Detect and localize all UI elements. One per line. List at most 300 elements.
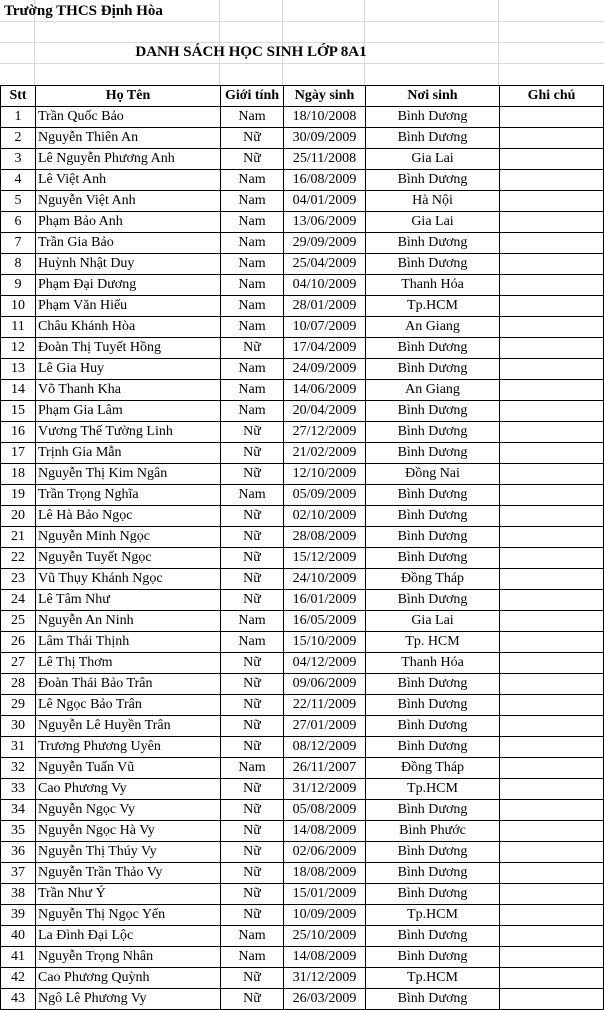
cell-dob[interactable]: 15/12/2009 xyxy=(284,548,366,569)
cell-gender[interactable]: Nữ xyxy=(221,737,284,758)
cell-stt[interactable]: 28 xyxy=(1,674,36,695)
cell-stt[interactable]: 9 xyxy=(1,275,36,296)
cell-note[interactable] xyxy=(500,443,604,464)
cell-gender[interactable]: Nam xyxy=(221,107,284,128)
cell-birthplace[interactable]: Bình Dương xyxy=(366,800,500,821)
cell-name[interactable]: Lê Tâm Như xyxy=(36,590,221,611)
cell-name[interactable]: Lê Thị Thơm xyxy=(36,653,221,674)
school-name: Trường THCS Định Hòa xyxy=(4,3,163,19)
table-row xyxy=(1,611,604,632)
cell-birthplace[interactable]: Bình Dương xyxy=(366,506,500,527)
cell-dob[interactable]: 24/09/2009 xyxy=(284,359,366,380)
cell-stt[interactable]: 12 xyxy=(1,338,36,359)
table-row xyxy=(1,443,604,464)
cell-dob[interactable]: 10/09/2009 xyxy=(284,905,366,926)
cell-stt[interactable]: 8 xyxy=(1,254,36,275)
cell-birthplace[interactable]: Bình Dương xyxy=(366,170,500,191)
cell-stt[interactable]: 32 xyxy=(1,758,36,779)
cell-name[interactable]: Nguyễn Tuyết Ngọc xyxy=(36,548,221,569)
cell-note[interactable] xyxy=(500,401,604,422)
table-row xyxy=(1,947,604,968)
cell-birthplace[interactable]: An Giang xyxy=(366,317,500,338)
cell-gender[interactable]: Nữ xyxy=(221,464,284,485)
cell-dob[interactable]: 25/10/2009 xyxy=(284,926,366,947)
cell-stt[interactable]: 34 xyxy=(1,800,36,821)
cell-name[interactable]: Nguyễn Ngọc Hà Vy xyxy=(36,821,221,842)
table-row xyxy=(1,989,604,1010)
cell-name[interactable]: Lê Nguyễn Phương Anh xyxy=(36,149,221,170)
cell-name[interactable]: Nguyễn Việt Anh xyxy=(36,191,221,212)
header-name[interactable]: Họ Tên xyxy=(36,86,221,107)
cell-stt[interactable]: 6 xyxy=(1,212,36,233)
cell-stt[interactable]: 41 xyxy=(1,947,36,968)
table-row xyxy=(1,527,604,548)
cell-gender[interactable]: Nam xyxy=(221,926,284,947)
cell-birthplace[interactable]: Bình Dương xyxy=(366,716,500,737)
table-row xyxy=(1,758,604,779)
cell-dob[interactable]: 10/07/2009 xyxy=(284,317,366,338)
student-table xyxy=(0,85,604,1010)
cell-name[interactable]: Huỳnh Nhật Duy xyxy=(36,254,221,275)
cell-birthplace[interactable]: Bình Dương xyxy=(366,590,500,611)
cell-gender[interactable]: Nam xyxy=(221,317,284,338)
cell-birthplace[interactable]: Tp.HCM xyxy=(366,296,500,317)
cell-dob[interactable]: 18/08/2009 xyxy=(284,863,366,884)
cell-gender[interactable]: Nữ xyxy=(221,149,284,170)
cell-dob[interactable]: 18/10/2008 xyxy=(284,107,366,128)
cell-birthplace[interactable]: Bình Dương xyxy=(366,884,500,905)
cell-note[interactable] xyxy=(500,380,604,401)
cell-note[interactable] xyxy=(500,842,604,863)
cell-name[interactable]: Ngô Lê Phương Vy xyxy=(36,989,221,1010)
cell-stt[interactable]: 23 xyxy=(1,569,36,590)
header-dob[interactable]: Ngày sinh xyxy=(284,86,366,107)
cell-birthplace[interactable]: Bình Dương xyxy=(366,695,500,716)
cell-gender[interactable]: Nam xyxy=(221,212,284,233)
cell-gender[interactable]: Nữ xyxy=(221,422,284,443)
cell-birthplace[interactable]: Bình Dương xyxy=(366,443,500,464)
cell-note[interactable] xyxy=(500,170,604,191)
cell-name[interactable]: Nguyễn Trọng Nhân xyxy=(36,947,221,968)
cell-gender[interactable]: Nữ xyxy=(221,779,284,800)
cell-dob[interactable]: 05/08/2009 xyxy=(284,800,366,821)
table-row xyxy=(1,884,604,905)
cell-name[interactable]: Phạm Gia Lâm xyxy=(36,401,221,422)
cell-note[interactable] xyxy=(500,884,604,905)
cell-note[interactable] xyxy=(500,947,604,968)
cell-note[interactable] xyxy=(500,968,604,989)
cell-stt[interactable]: 2 xyxy=(1,128,36,149)
cell-gender[interactable]: Nam xyxy=(221,611,284,632)
cell-name[interactable]: Trương Phương Uyên xyxy=(36,737,221,758)
cell-dob[interactable]: 15/01/2009 xyxy=(284,884,366,905)
cell-birthplace[interactable]: Gia Lai xyxy=(366,149,500,170)
cell-stt[interactable]: 21 xyxy=(1,527,36,548)
cell-name[interactable]: Trần Quốc Bảo xyxy=(36,107,221,128)
cell-birthplace[interactable]: Gia Lai xyxy=(366,611,500,632)
cell-birthplace[interactable]: An Giang xyxy=(366,380,500,401)
cell-birthplace[interactable]: Đồng Nai xyxy=(366,464,500,485)
cell-dob[interactable]: 27/01/2009 xyxy=(284,716,366,737)
cell-dob[interactable]: 14/06/2009 xyxy=(284,380,366,401)
cell-dob[interactable]: 25/11/2008 xyxy=(284,149,366,170)
cell-gender[interactable]: Nữ xyxy=(221,884,284,905)
cell-stt[interactable]: 16 xyxy=(1,422,36,443)
cell-name[interactable]: Nguyễn An Ninh xyxy=(36,611,221,632)
cell-gender[interactable]: Nam xyxy=(221,401,284,422)
cell-stt[interactable]: 30 xyxy=(1,716,36,737)
table-row xyxy=(1,233,604,254)
cell-stt[interactable]: 5 xyxy=(1,191,36,212)
cell-note[interactable] xyxy=(500,212,604,233)
cell-dob[interactable]: 28/01/2009 xyxy=(284,296,366,317)
cell-name[interactable]: Vương Thế Tường Linh xyxy=(36,422,221,443)
cell-dob[interactable]: 22/11/2009 xyxy=(284,695,366,716)
cell-gender[interactable]: Nữ xyxy=(221,863,284,884)
table-row xyxy=(1,107,604,128)
cell-name[interactable]: Cao Phương Quỳnh xyxy=(36,968,221,989)
cell-stt[interactable]: 31 xyxy=(1,737,36,758)
cell-birthplace[interactable]: Bình Dương xyxy=(366,548,500,569)
cell-stt[interactable]: 36 xyxy=(1,842,36,863)
cell-stt[interactable]: 40 xyxy=(1,926,36,947)
cell-gender[interactable]: Nữ xyxy=(221,443,284,464)
cell-stt[interactable]: 13 xyxy=(1,359,36,380)
table-row xyxy=(1,842,604,863)
table-row xyxy=(1,800,604,821)
cell-stt[interactable]: 14 xyxy=(1,380,36,401)
cell-note[interactable] xyxy=(500,674,604,695)
cell-birthplace[interactable]: Hà Nội xyxy=(366,191,500,212)
cell-gender[interactable]: Nữ xyxy=(221,842,284,863)
cell-stt[interactable]: 37 xyxy=(1,863,36,884)
cell-gender[interactable]: Nữ xyxy=(221,968,284,989)
cell-dob[interactable]: 02/06/2009 xyxy=(284,842,366,863)
cell-stt[interactable]: 20 xyxy=(1,506,36,527)
cell-name[interactable]: Đoàn Thái Bảo Trân xyxy=(36,674,221,695)
cell-note[interactable] xyxy=(500,611,604,632)
cell-stt[interactable]: 27 xyxy=(1,653,36,674)
cell-name[interactable]: Trịnh Gia Mẫn xyxy=(36,443,221,464)
table-row xyxy=(1,548,604,569)
cell-birthplace[interactable]: Bình Phước xyxy=(366,821,500,842)
cell-dob[interactable]: 27/12/2009 xyxy=(284,422,366,443)
cell-birthplace[interactable]: Bình Dương xyxy=(366,359,500,380)
cell-birthplace[interactable]: Tp.HCM xyxy=(366,968,500,989)
cell-stt[interactable]: 39 xyxy=(1,905,36,926)
cell-note[interactable] xyxy=(500,527,604,548)
cell-dob[interactable]: 02/10/2009 xyxy=(284,506,366,527)
cell-name[interactable]: Võ Thanh Kha xyxy=(36,380,221,401)
cell-dob[interactable]: 16/01/2009 xyxy=(284,590,366,611)
table-row xyxy=(1,464,604,485)
cell-note[interactable] xyxy=(500,779,604,800)
cell-stt[interactable]: 10 xyxy=(1,296,36,317)
cell-dob[interactable]: 30/09/2009 xyxy=(284,128,366,149)
cell-name[interactable]: Lê Ngọc Bảo Trân xyxy=(36,695,221,716)
cell-dob[interactable]: 31/12/2009 xyxy=(284,968,366,989)
cell-gender[interactable]: Nữ xyxy=(221,653,284,674)
cell-stt[interactable]: 18 xyxy=(1,464,36,485)
table-row xyxy=(1,128,604,149)
cell-birthplace[interactable]: Bình Dương xyxy=(366,401,500,422)
cell-dob[interactable]: 26/03/2009 xyxy=(284,989,366,1010)
page-title: DANH SÁCH HỌC SINH LỚP 8A1 xyxy=(135,44,367,60)
cell-birthplace[interactable]: Bình Dương xyxy=(366,485,500,506)
cell-gender[interactable]: Nam xyxy=(221,359,284,380)
cell-stt[interactable]: 42 xyxy=(1,968,36,989)
table-row xyxy=(1,863,604,884)
cell-dob[interactable]: 24/10/2009 xyxy=(284,569,366,590)
cell-name[interactable]: Nguyễn Tuấn Vũ xyxy=(36,758,221,779)
cell-dob[interactable]: 08/12/2009 xyxy=(284,737,366,758)
cell-note[interactable] xyxy=(500,989,604,1010)
cell-gender[interactable]: Nam xyxy=(221,758,284,779)
cell-note[interactable] xyxy=(500,695,604,716)
cell-name[interactable]: Trần Như Ý xyxy=(36,884,221,905)
cell-stt[interactable]: 4 xyxy=(1,170,36,191)
cell-note[interactable] xyxy=(500,800,604,821)
cell-stt[interactable]: 29 xyxy=(1,695,36,716)
cell-note[interactable] xyxy=(500,506,604,527)
cell-stt[interactable]: 38 xyxy=(1,884,36,905)
cell-gender[interactable]: Nữ xyxy=(221,506,284,527)
cell-dob[interactable]: 05/09/2009 xyxy=(284,485,366,506)
table-row xyxy=(1,296,604,317)
cell-note[interactable] xyxy=(500,191,604,212)
cell-birthplace[interactable]: Bình Dương xyxy=(366,842,500,863)
cell-stt[interactable]: 1 xyxy=(1,107,36,128)
cell-gender[interactable]: Nữ xyxy=(221,716,284,737)
cell-name[interactable]: Nguyễn Thị Thúy Vy xyxy=(36,842,221,863)
cell-gender[interactable]: Nữ xyxy=(221,590,284,611)
cell-gender[interactable]: Nam xyxy=(221,170,284,191)
cell-note[interactable] xyxy=(500,548,604,569)
cell-note[interactable] xyxy=(500,128,604,149)
table-row xyxy=(1,191,604,212)
cell-gender[interactable]: Nam xyxy=(221,275,284,296)
cell-name[interactable]: Phạm Bảo Anh xyxy=(36,212,221,233)
cell-note[interactable] xyxy=(500,275,604,296)
cell-stt[interactable]: 35 xyxy=(1,821,36,842)
cell-stt[interactable]: 26 xyxy=(1,632,36,653)
cell-birthplace[interactable]: Tp.HCM xyxy=(366,779,500,800)
cell-name[interactable]: Lê Gia Huy xyxy=(36,359,221,380)
cell-birthplace[interactable]: Thanh Hóa xyxy=(366,653,500,674)
table-row xyxy=(1,779,604,800)
table-row xyxy=(1,422,604,443)
cell-gender[interactable]: Nam xyxy=(221,632,284,653)
table-row xyxy=(1,485,604,506)
table-body xyxy=(1,107,604,1010)
cell-name[interactable]: Nguyễn Ngọc Vy xyxy=(36,800,221,821)
cell-name[interactable]: Nguyễn Lê Huyền Trân xyxy=(36,716,221,737)
cell-birthplace[interactable]: Gia Lai xyxy=(366,212,500,233)
cell-stt[interactable]: 15 xyxy=(1,401,36,422)
cell-birthplace[interactable]: Bình Dương xyxy=(366,926,500,947)
cell-gender[interactable]: Nữ xyxy=(221,989,284,1010)
cell-gender[interactable]: Nữ xyxy=(221,821,284,842)
cell-name[interactable]: Đoàn Thị Tuyết Hồng xyxy=(36,338,221,359)
cell-name[interactable]: Nguyễn Thiên An xyxy=(36,128,221,149)
table-row xyxy=(1,737,604,758)
cell-gender[interactable]: Nữ xyxy=(221,548,284,569)
table-row xyxy=(1,821,604,842)
cell-note[interactable] xyxy=(500,863,604,884)
cell-birthplace[interactable]: Bình Dương xyxy=(366,737,500,758)
cell-name[interactable]: Nguyễn Thị Ngọc Yến xyxy=(36,905,221,926)
cell-dob[interactable]: 16/05/2009 xyxy=(284,611,366,632)
cell-gender[interactable]: Nữ xyxy=(221,527,284,548)
cell-dob[interactable]: 15/10/2009 xyxy=(284,632,366,653)
header-note[interactable]: Ghi chú xyxy=(500,86,604,107)
cell-dob[interactable]: 26/11/2007 xyxy=(284,758,366,779)
table-row xyxy=(1,926,604,947)
cell-name[interactable]: Nguyễn Trần Thảo Vy xyxy=(36,863,221,884)
table-row xyxy=(1,905,604,926)
header-birthplace[interactable]: Nơi sinh xyxy=(366,86,500,107)
cell-stt[interactable]: 43 xyxy=(1,989,36,1010)
cell-note[interactable] xyxy=(500,737,604,758)
cell-gender[interactable]: Nữ xyxy=(221,800,284,821)
cell-note[interactable] xyxy=(500,233,604,254)
cell-birthplace[interactable]: Bình Dương xyxy=(366,989,500,1010)
cell-note[interactable] xyxy=(500,485,604,506)
cell-dob[interactable]: 04/12/2009 xyxy=(284,653,366,674)
cell-birthplace[interactable]: Bình Dương xyxy=(366,674,500,695)
cell-birthplace[interactable]: Bình Dương xyxy=(366,947,500,968)
cell-name[interactable]: Vũ Thụy Khánh Ngọc xyxy=(36,569,221,590)
cell-stt[interactable]: 19 xyxy=(1,485,36,506)
cell-name[interactable]: Trần Trọng Nghĩa xyxy=(36,485,221,506)
cell-note[interactable] xyxy=(500,716,604,737)
cell-dob[interactable]: 20/04/2009 xyxy=(284,401,366,422)
cell-dob[interactable]: 09/06/2009 xyxy=(284,674,366,695)
cell-birthplace[interactable]: Bình Dương xyxy=(366,863,500,884)
cell-dob[interactable]: 14/08/2009 xyxy=(284,947,366,968)
table-row xyxy=(1,317,604,338)
cell-gender[interactable]: Nữ xyxy=(221,674,284,695)
cell-name[interactable]: Lâm Thái Thịnh xyxy=(36,632,221,653)
cell-name[interactable]: Cao Phương Vy xyxy=(36,779,221,800)
cell-birthplace[interactable]: Bình Dương xyxy=(366,527,500,548)
cell-dob[interactable]: 17/04/2009 xyxy=(284,338,366,359)
cell-stt[interactable]: 17 xyxy=(1,443,36,464)
cell-name[interactable]: La Đình Đại Lộc xyxy=(36,926,221,947)
cell-note[interactable] xyxy=(500,296,604,317)
cell-dob[interactable]: 14/08/2009 xyxy=(284,821,366,842)
cell-note[interactable] xyxy=(500,590,604,611)
cell-birthplace[interactable]: Đồng Tháp xyxy=(366,569,500,590)
cell-note[interactable] xyxy=(500,926,604,947)
cell-note[interactable] xyxy=(500,905,604,926)
cell-gender[interactable]: Nam xyxy=(221,947,284,968)
cell-note[interactable] xyxy=(500,107,604,128)
cell-birthplace[interactable]: Bình Dương xyxy=(366,233,500,254)
cell-gender[interactable]: Nam xyxy=(221,191,284,212)
cell-gender[interactable]: Nam xyxy=(221,296,284,317)
table-row xyxy=(1,149,604,170)
cell-note[interactable] xyxy=(500,758,604,779)
cell-gender[interactable]: Nam xyxy=(221,380,284,401)
cell-birthplace[interactable]: Tp. HCM xyxy=(366,632,500,653)
cell-note[interactable] xyxy=(500,149,604,170)
table-row xyxy=(1,170,604,191)
cell-name[interactable]: Nguyễn Thị Kim Ngân xyxy=(36,464,221,485)
cell-name[interactable]: Nguyễn Minh Ngọc xyxy=(36,527,221,548)
cell-note[interactable] xyxy=(500,359,604,380)
table-row xyxy=(1,674,604,695)
cell-dob[interactable]: 04/10/2009 xyxy=(284,275,366,296)
table-row xyxy=(1,254,604,275)
cell-name[interactable]: Phạm Đại Dương xyxy=(36,275,221,296)
cell-gender[interactable]: Nữ xyxy=(221,905,284,926)
cell-name[interactable]: Phạm Văn Hiếu xyxy=(36,296,221,317)
cell-dob[interactable]: 29/09/2009 xyxy=(284,233,366,254)
cell-dob[interactable]: 28/08/2009 xyxy=(284,527,366,548)
cell-birthplace[interactable]: Đồng Tháp xyxy=(366,758,500,779)
cell-stt[interactable]: 22 xyxy=(1,548,36,569)
cell-gender[interactable]: Nữ xyxy=(221,128,284,149)
header-gender[interactable]: Giới tính xyxy=(221,86,284,107)
cell-note[interactable] xyxy=(500,254,604,275)
cell-stt[interactable]: 33 xyxy=(1,779,36,800)
cell-stt[interactable]: 25 xyxy=(1,611,36,632)
cell-dob[interactable]: 16/08/2009 xyxy=(284,170,366,191)
cell-birthplace[interactable]: Bình Dương xyxy=(366,107,500,128)
cell-birthplace[interactable]: Thanh Hóa xyxy=(366,275,500,296)
cell-birthplace[interactable]: Tp.HCM xyxy=(366,905,500,926)
cell-note[interactable] xyxy=(500,632,604,653)
cell-name[interactable]: Trần Gia Bảo xyxy=(36,233,221,254)
cell-note[interactable] xyxy=(500,317,604,338)
cell-note[interactable] xyxy=(500,821,604,842)
cell-stt[interactable]: 3 xyxy=(1,149,36,170)
cell-dob[interactable]: 13/06/2009 xyxy=(284,212,366,233)
table-row xyxy=(1,380,604,401)
cell-note[interactable] xyxy=(500,569,604,590)
cell-birthplace[interactable]: Bình Dương xyxy=(366,254,500,275)
cell-dob[interactable]: 31/12/2009 xyxy=(284,779,366,800)
cell-name[interactable]: Lê Hà Bảo Ngọc xyxy=(36,506,221,527)
cell-stt[interactable]: 11 xyxy=(1,317,36,338)
cell-note[interactable] xyxy=(500,338,604,359)
cell-note[interactable] xyxy=(500,653,604,674)
cell-dob[interactable]: 12/10/2009 xyxy=(284,464,366,485)
cell-birthplace[interactable]: Bình Dương xyxy=(366,128,500,149)
cell-birthplace[interactable]: Bình Dương xyxy=(366,338,500,359)
cell-birthplace[interactable]: Bình Dương xyxy=(366,422,500,443)
cell-gender[interactable]: Nam xyxy=(221,254,284,275)
cell-gender[interactable]: Nữ xyxy=(221,695,284,716)
cell-note[interactable] xyxy=(500,422,604,443)
cell-dob[interactable]: 21/02/2009 xyxy=(284,443,366,464)
cell-dob[interactable]: 25/04/2009 xyxy=(284,254,366,275)
table-row xyxy=(1,716,604,737)
cell-note[interactable] xyxy=(500,464,604,485)
cell-gender[interactable]: Nam xyxy=(221,233,284,254)
header-stt[interactable]: Stt xyxy=(1,86,36,107)
cell-dob[interactable]: 04/01/2009 xyxy=(284,191,366,212)
cell-gender[interactable]: Nữ xyxy=(221,338,284,359)
cell-gender[interactable]: Nữ xyxy=(221,569,284,590)
cell-stt[interactable]: 24 xyxy=(1,590,36,611)
cell-gender[interactable]: Nam xyxy=(221,485,284,506)
cell-stt[interactable]: 7 xyxy=(1,233,36,254)
cell-name[interactable]: Châu Khánh Hòa xyxy=(36,317,221,338)
cell-name[interactable]: Lê Việt Anh xyxy=(36,170,221,191)
table-row xyxy=(1,506,604,527)
